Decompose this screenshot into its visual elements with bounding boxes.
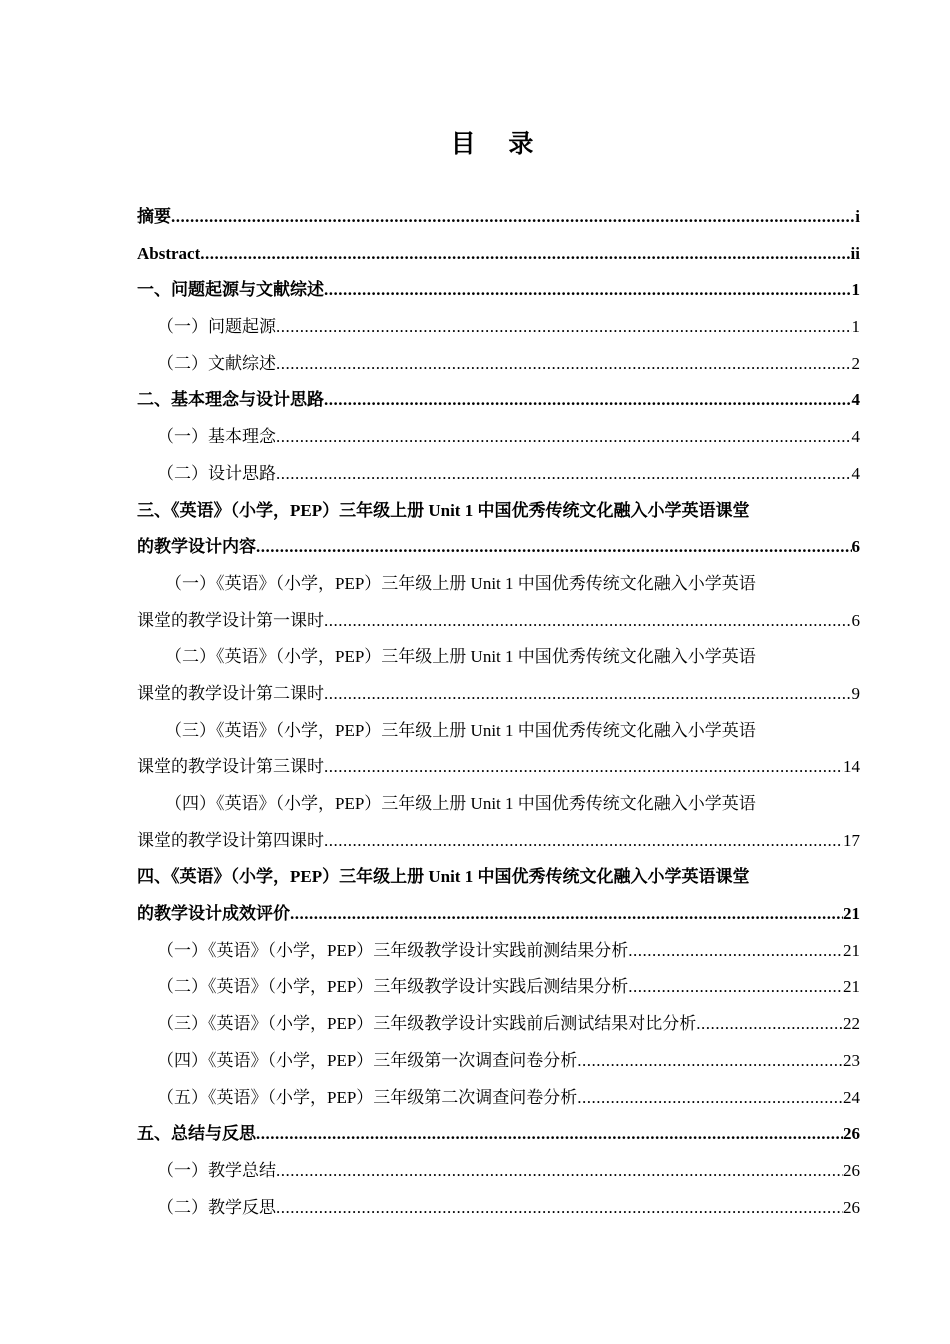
dot-leader (324, 382, 852, 419)
toc-entry-title-line: （二）《英语》（小学，PEP）三年级上册 Unit 1 中国优秀传统文化融入小学英语 (165, 647, 756, 667)
toc-entry[interactable] (137, 382, 860, 419)
toc-entry-title: （四）《英语》（小学，PEP）三年级第一次调查问卷分析 (157, 1050, 578, 1070)
dot-leader (324, 272, 852, 309)
toc-page-number: 2 (851, 353, 860, 373)
toc-page-number: 4 (851, 427, 860, 447)
toc-page-number: 26 (843, 1160, 860, 1180)
toc-entry-title: （三）《英语》（小学，PEP）三年级教学设计实践前后测试结果对比分析 (157, 1014, 697, 1034)
toc-entry-title: （二）教学反思 (157, 1197, 276, 1217)
dot-leader (324, 603, 852, 640)
dot-leader (276, 456, 852, 493)
dot-leader (276, 346, 852, 383)
toc-entry-title: 课堂的教学设计第一课时 (137, 610, 324, 630)
toc-page-number: 21 (843, 940, 860, 960)
toc-page-number: 4 (851, 463, 860, 483)
dot-leader (276, 309, 852, 346)
toc-entry-title: 二、基本理念与设计思路 (137, 390, 324, 410)
toc-page-number: 14 (843, 757, 860, 777)
dot-leader (324, 676, 852, 713)
toc-entry[interactable] (137, 1153, 860, 1190)
toc-entry-title: 摘要 (137, 207, 171, 226)
dot-leader (256, 529, 852, 566)
toc-page-number: 21 (843, 904, 860, 924)
toc-page-number: 26 (843, 1124, 860, 1144)
toc-entry-title: 一、问题起源与文献综述 (137, 280, 324, 300)
toc-page-number: 4 (851, 390, 860, 410)
toc-entry[interactable] (137, 346, 860, 383)
dot-leader (324, 823, 843, 860)
toc-entry[interactable] (137, 566, 860, 639)
toc-page-number: 1 (851, 280, 860, 300)
toc-page-number: 6 (851, 610, 860, 630)
toc-entry-title: （一）《英语》（小学，PEP）三年级教学设计实践前测结果分析 (157, 940, 629, 960)
toc-entry-title: 课堂的教学设计第三课时 (137, 757, 324, 777)
toc-entry[interactable] (137, 419, 860, 456)
toc-entry-title: （二）《英语》（小学，PEP）三年级教学设计实践后测结果分析 (157, 977, 629, 997)
dot-leader (290, 896, 843, 933)
toc-page-number: 24 (843, 1087, 860, 1107)
toc-entry-title-line: （一）《英语》（小学，PEP）三年级上册 Unit 1 中国优秀传统文化融入小学英语 (165, 573, 756, 593)
toc-entry[interactable] (137, 713, 860, 786)
toc-entry-title: 的教学设计成效评价 (137, 904, 290, 924)
toc-entry[interactable] (137, 933, 860, 970)
toc-page-number: 17 (843, 830, 860, 850)
toc-entry-title: （二）文献综述 (157, 353, 276, 373)
toc-entry-title: 课堂的教学设计第四课时 (137, 830, 324, 850)
toc-entry-title-line: 四、《英语》（小学，PEP）三年级上册 Unit 1 中国优秀传统文化融入小学英语课堂 (137, 867, 750, 887)
dot-leader (276, 1153, 843, 1190)
toc-entry-title: （一）教学总结 (157, 1160, 276, 1180)
toc-entry[interactable] (137, 272, 860, 309)
toc-entry-title-line: （四）《英语》（小学，PEP）三年级上册 Unit 1 中国优秀传统文化融入小学英语 (165, 794, 756, 813)
toc-page-number: 6 (851, 537, 860, 557)
toc-page-number: ii (850, 243, 860, 263)
toc-entry-title: （五）《英语》（小学，PEP）三年级第二次调查问卷分析 (157, 1087, 578, 1107)
toc-entry[interactable] (137, 456, 860, 493)
toc-page-number: 26 (843, 1197, 860, 1217)
dot-leader (276, 419, 852, 456)
toc-entry[interactable] (137, 859, 860, 932)
toc-entry[interactable] (137, 1190, 860, 1227)
dot-leader (171, 199, 855, 236)
toc-entry[interactable] (137, 236, 860, 273)
toc-title: 目 录 (450, 129, 546, 158)
dot-leader (628, 969, 843, 1006)
toc-entry[interactable] (137, 1006, 860, 1043)
dot-leader (200, 236, 850, 273)
dot-leader (577, 1043, 843, 1080)
toc-page-number: 9 (851, 683, 860, 703)
toc-entry[interactable] (137, 493, 860, 566)
toc-entry-title-line: （三）《英语》（小学，PEP）三年级上册 Unit 1 中国优秀传统文化融入小学英语 (165, 720, 756, 740)
dot-leader (276, 1190, 843, 1227)
toc-entry-title: （一）基本理念 (157, 427, 276, 447)
toc-entry[interactable] (137, 1116, 860, 1153)
toc-entry[interactable] (137, 969, 860, 1006)
toc-entry-title: 五、总结与反思 (137, 1124, 256, 1144)
toc-entry-title: 课堂的教学设计第二课时 (137, 683, 324, 703)
toc-entry-title-line: 三、《英语》（小学，PEP）三年级上册 Unit 1 中国优秀传统文化融入小学英语课堂 (137, 500, 750, 520)
toc-entry[interactable] (137, 1080, 860, 1117)
dot-leader (696, 1006, 843, 1043)
toc-page-number: 23 (843, 1050, 860, 1070)
toc-entry-title: 的教学设计内容 (137, 537, 256, 557)
toc-entry-title: （二）设计思路 (157, 463, 276, 483)
toc-entry[interactable] (137, 1043, 860, 1080)
toc-page-number: i (855, 207, 860, 226)
dot-leader (256, 1116, 843, 1153)
toc-entry[interactable] (137, 639, 860, 712)
toc-entry[interactable] (137, 309, 860, 346)
toc-page-number: 22 (843, 1014, 860, 1034)
toc-entry-title: （一）问题起源 (157, 317, 276, 337)
toc-entry[interactable] (137, 199, 860, 236)
dot-leader (577, 1080, 843, 1117)
dot-leader (628, 933, 843, 970)
toc-page-number: 1 (851, 317, 860, 337)
toc-entry[interactable] (137, 786, 860, 859)
toc-entry-title: Abstract (137, 243, 201, 263)
dot-leader (324, 749, 843, 786)
table-of-contents (137, 199, 860, 1226)
toc-page-number: 21 (843, 977, 860, 997)
